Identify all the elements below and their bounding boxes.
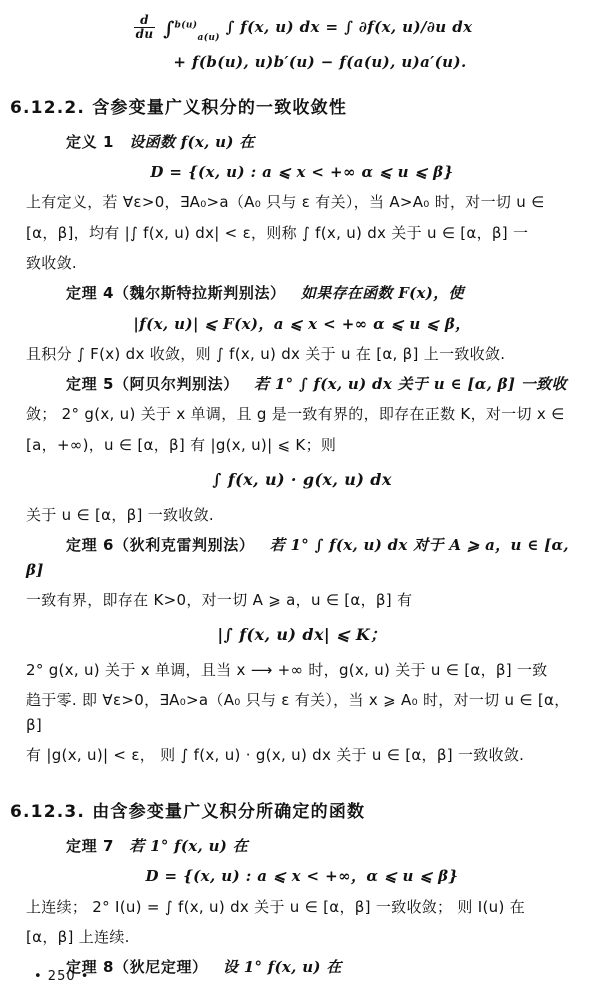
theorem-8-lead-line	[26, 955, 578, 979]
top-formula-block	[0, 14, 608, 71]
page-number: • 250 •	[34, 969, 90, 984]
theorem-6-body-1: 一致有界，即存在 K>0，对一切 A ⩾ a，u ∈ [α，β] 有	[26, 590, 413, 609]
definition-1-body-2: [α，β]，均有 |∫ f(x, u) dx| < ε，则称 ∫ f(x, u) dx 关于 u ∈ [α，β] 一	[26, 223, 529, 242]
theorem-4-lead-line	[26, 281, 578, 305]
theorem-7-block	[0, 834, 608, 949]
definition-1-lead-line	[26, 130, 578, 154]
theorem-8-block	[0, 955, 608, 979]
section-title: 含参变量广义积分的一致收敛性	[92, 97, 348, 118]
theorem-7-body-2: [α，β] 上连续.	[26, 928, 130, 947]
section-heading-6-12-2	[10, 93, 608, 118]
theorem-4-display: |f(x, u)| ⩽ F(x)，a ⩽ x < +∞ α ⩽ u ⩽ β，	[133, 314, 471, 333]
integral-symbol: ∫$^{b(u)}_{a(u)}$	[163, 17, 220, 43]
theorem-5-label: 定理 5（阿贝尔判别法）	[66, 375, 239, 394]
theorem-4-body-1: 且积分 ∫ F(x) dx 收敛，则 ∫ f(x, u) dx 关于 u 在 [α, β] 上一致收敛.	[26, 344, 506, 363]
theorem-6-label: 定理 6（狄利克雷判别法）	[66, 536, 255, 555]
theorem-6-lead: 若 1° ∫ f(x, u) dx 对于 A ⩾ a，u ∈ [α, β]	[26, 536, 569, 579]
theorem-4-block	[0, 281, 608, 366]
theorem-5-body-1: 敛； 2° g(x, u) 关于 x 单调，且 g 是一致有界的，即存在正数 K，对一切 x ∈	[26, 405, 565, 424]
derivative-denominator: du	[135, 27, 154, 42]
theorem-5-lead-line	[26, 372, 578, 396]
theorem-8-lead: 设 1° f(x, u) 在	[222, 958, 342, 977]
theorem-7-display: D = {(x, u) : a ⩽ x < +∞，α ⩽ u ⩽ β}	[145, 867, 459, 886]
derivative-numerator: d	[134, 14, 156, 28]
theorem-5-display: ∫ f(x, u) · g(x, u) dx	[212, 470, 392, 489]
theorem-5-body-2: [a，+∞)，u ∈ [α，β] 有 |g(x, u)| ⩽ K；则	[26, 435, 337, 454]
theorem-7-body-1: 上连续； 2° I(u) = ∫ f(x, u) dx 关于 u ∈ [α，β] 一致收敛； 则 I(u) 在	[26, 897, 525, 916]
theorem-8-label: 定理 8（狄尼定理）	[66, 958, 208, 977]
definition-1-display: D = {(x, u) : a ⩽ x < +∞ α ⩽ u ⩽ β}	[150, 163, 454, 182]
definition-1-label: 定义 1	[66, 132, 115, 151]
theorem-4-lead: 如果存在函数 F(x)，使	[300, 284, 464, 303]
theorem-6-display: |∫ f(x, u) dx| ⩽ K；	[217, 625, 387, 645]
theorem-7-label: 定理 7	[66, 837, 115, 856]
theorem-7-lead: 若 1° f(x, u) 在	[129, 837, 249, 856]
theorem-6-body-3: 趋于零. 即 ∀ε>0，∃A₀>a（A₀ 只与 ε 有关），当 x ⩾ A₀ 时，对一切 u ∈ [α，β]	[26, 691, 570, 734]
section-number: 6.12.2.	[10, 97, 86, 118]
section-heading-6-12-3	[10, 797, 608, 822]
top-formula-line-1-text: ∫ f(x, u) dx = ∫ ∂f(x, u)/∂u dx	[225, 17, 473, 36]
section-title-2: 由含参变量广义积分所确定的函数	[92, 802, 366, 823]
theorem-6-lead-line	[26, 533, 578, 582]
derivative-fraction	[134, 14, 156, 42]
integral-upper-limit: b(u)	[174, 20, 198, 31]
top-formula-line-2: + f(b(u), u)b′(u) − f(a(u), u)a′(u).	[173, 52, 467, 71]
theorem-7-lead-line	[26, 834, 578, 858]
definition-1-block	[0, 130, 608, 275]
theorem-4-label: 定理 4（魏尔斯特拉斯判别法）	[66, 284, 286, 303]
integral-lower-limit: a(u)	[197, 32, 220, 43]
top-formula-line-1	[26, 14, 578, 43]
theorem-6-body-2: 2° g(x, u) 关于 x 单调，且当 x ⟶ +∞ 时，g(x, u) 关于 u ∈ [α，β] 一致	[26, 661, 548, 679]
theorem-6-block	[0, 533, 608, 767]
definition-1-body-3: 致收敛.	[26, 253, 77, 272]
theorem-6-body-4: 有 |g(x, u)| < ε， 则 ∫ f(x, u) · g(x, u) dx 关于 u ∈ [α，β] 一致收敛.	[26, 745, 525, 764]
section-number-2: 6.12.3.	[10, 802, 86, 823]
definition-1-body-1: 上有定义，若 ∀ε>0，∃A₀>a（A₀ 只与 ε 有关），当 A>A₀ 时，对一切 u ∈	[26, 193, 545, 212]
document-page	[0, 14, 608, 998]
theorem-5-lead: 若 1° ∫ f(x, u) dx 关于 u ∈ [α, β] 一致收	[254, 375, 567, 394]
theorem-5-block	[0, 372, 608, 527]
theorem-5-body-3: 关于 u ∈ [α，β] 一致收敛.	[26, 505, 214, 524]
definition-1-lead: 设函数 f(x, u) 在	[129, 132, 255, 151]
